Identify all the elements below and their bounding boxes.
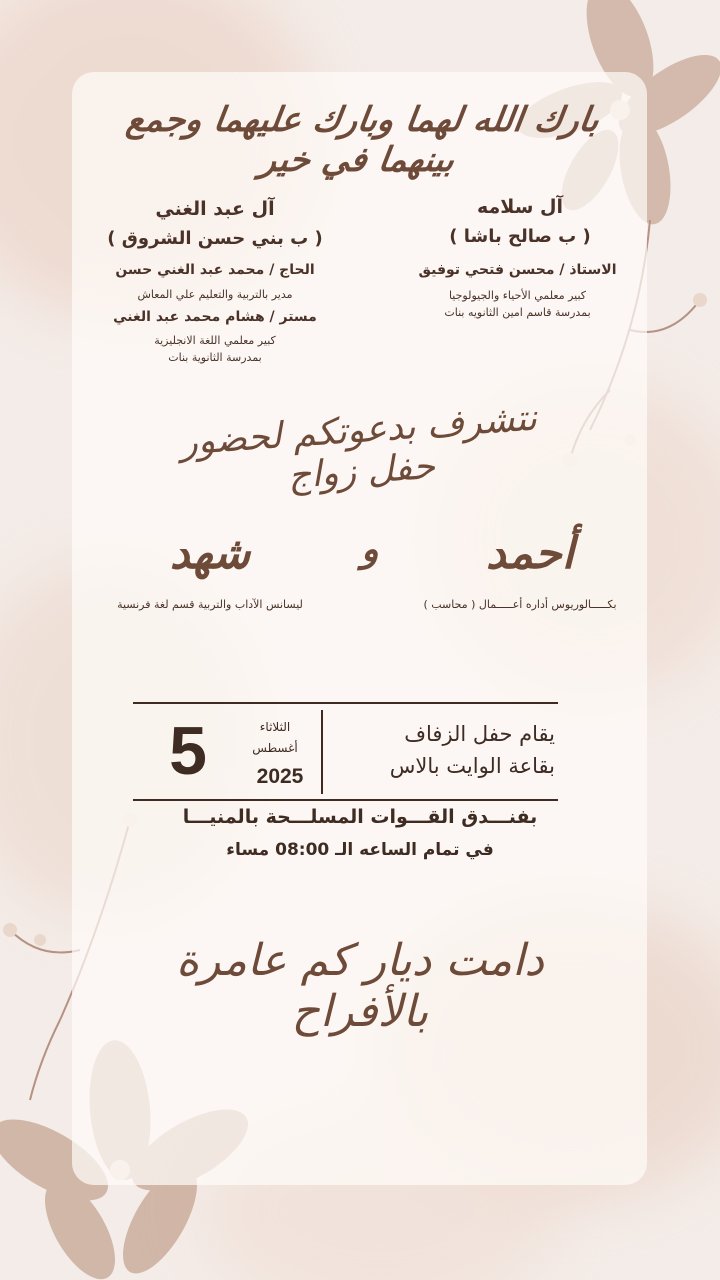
date-weekday: الثلاثاء	[259, 720, 291, 734]
left-family-sub: ( ب بني حسن الشروق )	[107, 228, 323, 249]
right-family-role1: كبير معلمي الأحياء والجيولوجيا	[448, 289, 587, 302]
right-family-title: آل سلامه	[476, 196, 563, 218]
closing-calligraphy: دامت ديار كم عامرة بالأفراح	[176, 935, 544, 1037]
venue-text: بفنـــدق القـــوات المسلـــحة بالمنيـــا	[182, 806, 538, 828]
left-family-person2: مستر / هشام محمد عبد الغني	[113, 309, 317, 325]
date-month: أغسطس	[252, 741, 298, 755]
date-top-rule	[133, 702, 558, 704]
right-family-sub: ( ب صالح باشا )	[449, 226, 591, 247]
hall-line1: يقام حفل الزفاف	[404, 722, 555, 746]
right-family-role2: بمدرسة قاسم امين الثانويه بنات	[444, 306, 591, 319]
blessing-calligraphy: بارك الله لهما وبارك عليهما وجمع بينهما في خير	[123, 100, 602, 180]
date-day: 5	[169, 713, 207, 789]
date-divider	[321, 710, 323, 794]
hall-line2: بقاعة الوايت بالاس	[389, 754, 555, 778]
left-family-title: آل عبد الغني	[155, 198, 275, 220]
invite-calligraphy: نتشرف بدعوتكم لحضور حفل زواج	[178, 397, 539, 498]
bride-name: شهد	[169, 528, 251, 579]
time-text: في تمام الساعه الـ 08:00 مساء	[226, 840, 494, 860]
bride-degree: ليسانس الآداب والتربية قسم لغة فرنسية	[117, 598, 303, 611]
date-bottom-rule	[133, 799, 558, 801]
and-connector: و	[361, 528, 379, 570]
left-family-role2: كبير معلمي اللغة الانجليزية	[154, 334, 276, 347]
right-family-person: الاستاذ / محسن فتحي توفيق	[418, 262, 617, 278]
groom-degree: بكـــــالوريوس أداره أعـــــمال ( محاسب )	[423, 598, 617, 611]
date-year: 2025	[256, 765, 304, 788]
left-family-person1: الحاج / محمد عبد الغني حسن	[115, 262, 315, 278]
left-family-role1: مدير بالتربية والتعليم علي المعاش	[137, 288, 293, 301]
left-family-role3: بمدرسة الثانوية بنات	[168, 351, 262, 364]
groom-name: أحمد	[486, 528, 574, 579]
